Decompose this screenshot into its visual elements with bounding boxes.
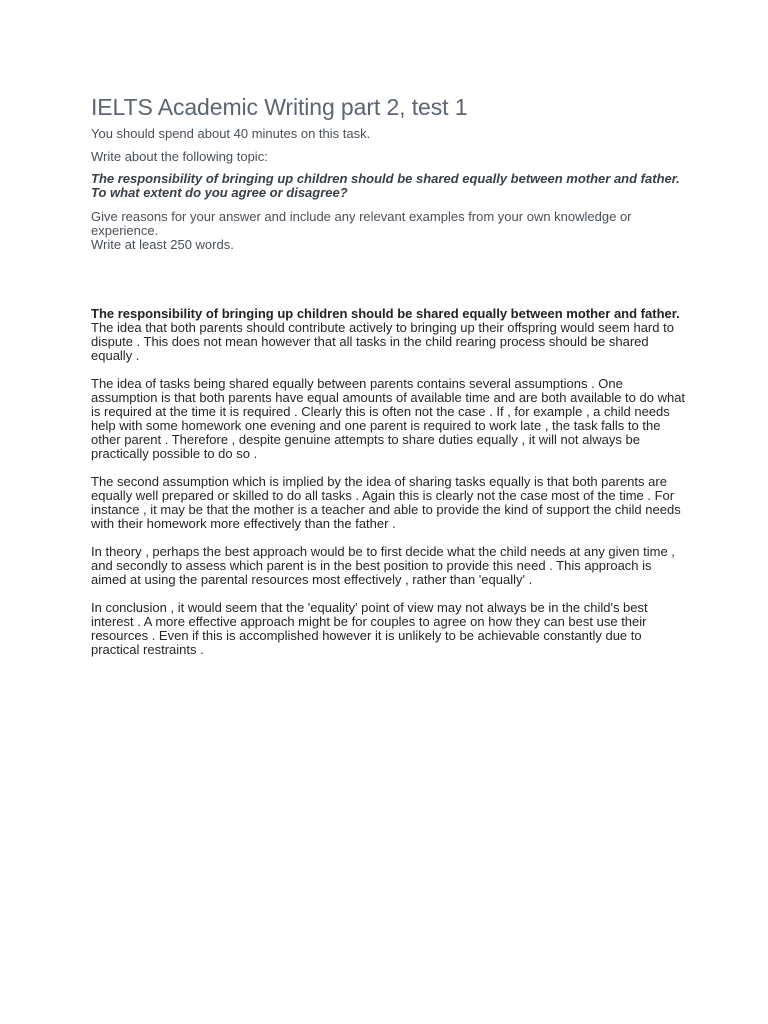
essay-paragraph: The second assumption which is implied by the idea of sharing tasks equally is that both parents are equally well prepared or skilled to do all tasks . Again this is clearly not the case most of the time . For instance , it may be that the mother is a teacher and able to provide the kind of support the child needs with their homework more effectively than the father . [91,473,681,531]
topic-question: To what extent do you agree or disagree? [91,185,348,200]
essay-intro-paragraph [91,307,688,363]
reasons-instruction: Give reasons for your answer and include any relevant examples from your own knowledge or experience. [91,209,632,239]
time-instruction: You should spend about 40 minutes on this task. [91,126,371,141]
essay-paragraph: The idea of tasks being shared equally between parents contains several assumptions . One assumption is that both parents have equal amounts of available time and are both available to do what is required at the time it is required . Clearly this is often not the case . If , for example , a child needs help with some homework one evening and one parent is required to work late , the task falls to the other parent . Therefore , despite genuine attempts to share duties equally , it will not always be practically possible to do so . [91,375,686,461]
topic-intro: Write about the following topic: [91,149,268,164]
model-essay [91,307,688,657]
essay-topic [91,172,688,200]
essay-intro: The idea that both parents should contribute actively to bringing up their offspring would seem hard to dispute . This does not mean however that all tasks in the child rearing process should be shared equally . [91,319,674,363]
essay-paragraph: In theory , perhaps the best approach would be to first decide what the child needs at any given time , and secondly to assess which parent is in the best position to provide this need . This approach is aimed at using the parental resources most effectively , rather than 'equally' . [91,543,675,587]
essay-title: The responsibility of bringing up children should be shared equally between mother and father. [91,305,680,321]
page-title: IELTS Academic Writing part 2, test 1 [91,94,468,120]
topic-statement: The responsibility of bringing up children should be shared equally between mother and father. [91,171,680,186]
word-count-instruction: Write at least 250 words. [91,237,234,253]
task-requirements [91,210,688,253]
essay-conclusion: In conclusion , it would seem that the 'equality' point of view may not always be in the child's best interest . A more effective approach might be for couples to agree on how they can best use their resources . Even if this is accomplished however it is unlikely to be achievable constantly due to practical restraints . [91,599,648,657]
